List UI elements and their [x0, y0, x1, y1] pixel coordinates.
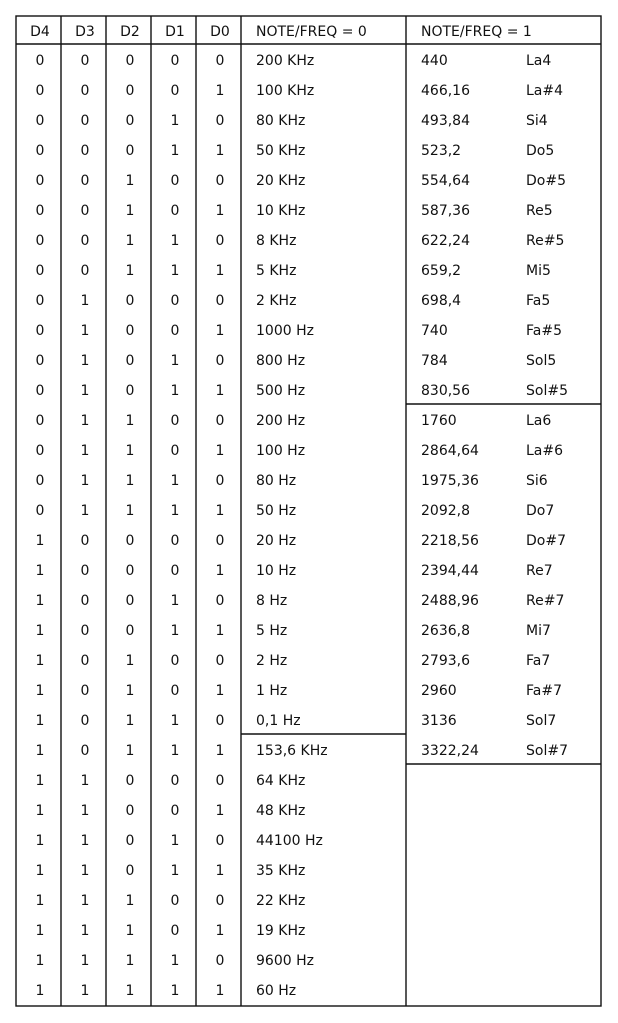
table-row: [36, 413, 552, 429]
cell-d4: 0: [35, 383, 45, 399]
cell-d3: 0: [80, 563, 90, 579]
table-row: [36, 83, 564, 99]
table-row: [36, 503, 555, 519]
cell-d1: 0: [170, 413, 180, 429]
cell-d4: 0: [35, 443, 45, 459]
cell-freq1: 698,4: [421, 293, 462, 309]
cell-freq0: 50 Hz: [256, 503, 297, 519]
cell-d4: 1: [35, 953, 45, 969]
table-row: [36, 983, 297, 999]
cell-d1: 1: [170, 743, 180, 759]
cell-d3: 0: [80, 233, 90, 249]
cell-d4: 0: [35, 323, 45, 339]
cell-freq1: 659,2: [421, 263, 462, 279]
table-row: [36, 383, 568, 399]
table-row: [36, 473, 548, 489]
cell-d2: 1: [125, 413, 135, 429]
cell-freq1: 440: [421, 53, 448, 69]
table-row: [36, 683, 562, 699]
cell-d2: 0: [125, 53, 135, 69]
table-row: [36, 113, 548, 129]
cell-freq0: 1 Hz: [256, 683, 288, 699]
cell-d3: 1: [80, 383, 90, 399]
cell-freq0: 20 KHz: [256, 173, 306, 189]
cell-d2: 0: [125, 113, 135, 129]
table-row: [36, 323, 562, 339]
table-row: [36, 533, 566, 549]
cell-d0: 0: [215, 713, 225, 729]
cell-d1: 1: [170, 143, 180, 159]
cell-d3: 1: [80, 983, 90, 999]
cell-d2: 1: [125, 233, 135, 249]
cell-freq0: 100 Hz: [256, 443, 306, 459]
cell-d1: 1: [170, 353, 180, 369]
cell-d1: 1: [170, 983, 180, 999]
cell-d3: 0: [80, 173, 90, 189]
cell-d2: 1: [125, 173, 135, 189]
cell-d2: 0: [125, 803, 135, 819]
cell-d2: 0: [125, 353, 135, 369]
cell-d0: 1: [215, 683, 225, 699]
cell-freq0: 44100 Hz: [256, 833, 323, 849]
cell-d3: 0: [80, 743, 90, 759]
cell-freq1: 493,84: [421, 113, 470, 129]
cell-freq0: 800 Hz: [256, 353, 306, 369]
cell-note: Mi5: [526, 263, 551, 279]
cell-d4: 1: [35, 653, 45, 669]
cell-d4: 0: [35, 503, 45, 519]
cell-d2: 0: [125, 83, 135, 99]
cell-d1: 1: [170, 593, 180, 609]
cell-freq0: 64 KHz: [256, 773, 306, 789]
cell-freq0: 10 KHz: [256, 203, 306, 219]
cell-d1: 0: [170, 323, 180, 339]
cell-d3: 1: [80, 893, 90, 909]
cell-d4: 1: [35, 743, 45, 759]
cell-freq0: 2 Hz: [256, 653, 288, 669]
cell-d2: 1: [125, 263, 135, 279]
cell-note: Sol#7: [526, 743, 568, 759]
cell-d2: 1: [125, 953, 135, 969]
cell-freq0: 8 KHz: [256, 233, 297, 249]
cell-freq0: 5 Hz: [256, 623, 288, 639]
cell-d2: 1: [125, 893, 135, 909]
cell-d2: 1: [125, 713, 135, 729]
cell-d3: 1: [80, 293, 90, 309]
cell-freq1: 2488,96: [421, 593, 479, 609]
cell-d0: 1: [215, 443, 225, 459]
cell-d1: 0: [170, 653, 180, 669]
cell-freq0: 200 Hz: [256, 413, 306, 429]
cell-freq0: 5 KHz: [256, 263, 297, 279]
cell-d3: 1: [80, 443, 90, 459]
cell-d0: 1: [215, 503, 225, 519]
cell-d0: 0: [215, 113, 225, 129]
cell-d2: 0: [125, 293, 135, 309]
cell-d4: 0: [35, 293, 45, 309]
cell-d4: 0: [35, 263, 45, 279]
cell-freq0: 153,6 KHz: [256, 743, 328, 759]
cell-d2: 1: [125, 473, 135, 489]
cell-d1: 1: [170, 233, 180, 249]
cell-d0: 0: [215, 773, 225, 789]
cell-freq1: 523,2: [421, 143, 462, 159]
cell-d1: 1: [170, 113, 180, 129]
table-row: [36, 653, 551, 669]
cell-d0: 0: [215, 653, 225, 669]
table-row: [36, 623, 551, 639]
cell-d3: 0: [80, 653, 90, 669]
table-row: [36, 743, 568, 759]
cell-note: Do#5: [526, 173, 566, 189]
header-d4: D4: [30, 24, 50, 40]
cell-d1: 0: [170, 173, 180, 189]
table-row: [36, 353, 557, 369]
cell-freq0: 0,1 Hz: [256, 713, 301, 729]
cell-freq1: 740: [421, 323, 448, 339]
cell-d4: 0: [35, 473, 45, 489]
cell-d2: 0: [125, 773, 135, 789]
cell-d1: 1: [170, 953, 180, 969]
cell-d0: 1: [215, 203, 225, 219]
cell-note: Do5: [526, 143, 555, 159]
cell-freq1: 830,56: [421, 383, 470, 399]
table-row: [36, 203, 553, 219]
cell-freq1: 2092,8: [421, 503, 470, 519]
cell-freq1: 587,36: [421, 203, 470, 219]
cell-d0: 1: [215, 563, 225, 579]
table-row: [36, 443, 564, 459]
cell-d1: 0: [170, 443, 180, 459]
cell-note: Si4: [526, 113, 548, 129]
cell-d2: 0: [125, 143, 135, 159]
cell-d1: 0: [170, 293, 180, 309]
cell-freq0: 2 KHz: [256, 293, 297, 309]
cell-d1: 1: [170, 263, 180, 279]
cell-note: Si6: [526, 473, 548, 489]
cell-d2: 0: [125, 563, 135, 579]
cell-d4: 0: [35, 413, 45, 429]
cell-freq1: 2636,8: [421, 623, 470, 639]
cell-freq0: 20 Hz: [256, 533, 297, 549]
cell-freq0: 9600 Hz: [256, 953, 314, 969]
cell-freq1: 554,64: [421, 173, 470, 189]
cell-d0: 1: [215, 323, 225, 339]
cell-freq0: 100 KHz: [256, 83, 315, 99]
cell-d4: 1: [35, 923, 45, 939]
cell-d3: 0: [80, 113, 90, 129]
cell-d4: 0: [35, 233, 45, 249]
cell-d4: 1: [35, 773, 45, 789]
cell-freq0: 60 Hz: [256, 983, 297, 999]
header-d1: D1: [165, 24, 185, 40]
cell-note: La#6: [526, 443, 564, 459]
cell-d4: 1: [35, 833, 45, 849]
cell-note: Re#7: [526, 593, 565, 609]
cell-d4: 0: [35, 53, 45, 69]
cell-d0: 0: [215, 953, 225, 969]
cell-d2: 1: [125, 683, 135, 699]
cell-d2: 1: [125, 503, 135, 519]
cell-note: Mi7: [526, 623, 551, 639]
cell-freq1: 2960: [421, 683, 457, 699]
cell-note: Fa7: [526, 653, 551, 669]
cell-d4: 0: [35, 353, 45, 369]
cell-d2: 0: [125, 323, 135, 339]
cell-d0: 0: [215, 53, 225, 69]
cell-freq0: 48 KHz: [256, 803, 306, 819]
cell-d2: 1: [125, 203, 135, 219]
cell-d2: 0: [125, 593, 135, 609]
cell-d3: 0: [80, 143, 90, 159]
header-d0: D0: [210, 24, 230, 40]
cell-d1: 0: [170, 803, 180, 819]
table-row: [36, 923, 306, 939]
cell-note: Re5: [526, 203, 553, 219]
cell-d3: 1: [80, 833, 90, 849]
cell-d1: 0: [170, 773, 180, 789]
cell-d0: 1: [215, 803, 225, 819]
table-row: [36, 293, 551, 309]
cell-freq0: 80 KHz: [256, 113, 306, 129]
cell-d2: 1: [125, 923, 135, 939]
table-row: [36, 833, 323, 849]
cell-d3: 0: [80, 683, 90, 699]
cell-d3: 0: [80, 53, 90, 69]
cell-d1: 0: [170, 83, 180, 99]
table-row: [36, 593, 565, 609]
cell-freq0: 80 Hz: [256, 473, 297, 489]
cell-freq1: 1975,36: [421, 473, 479, 489]
cell-freq1: 466,16: [421, 83, 470, 99]
cell-note: Fa5: [526, 293, 551, 309]
cell-freq1: 2218,56: [421, 533, 479, 549]
cell-note: La#4: [526, 83, 564, 99]
cell-d0: 0: [215, 293, 225, 309]
cell-d4: 1: [35, 593, 45, 609]
cell-d4: 1: [35, 533, 45, 549]
cell-d1: 1: [170, 473, 180, 489]
cell-freq1: 3322,24: [421, 743, 479, 759]
cell-d0: 0: [215, 833, 225, 849]
table-row: [36, 893, 306, 909]
cell-freq0: 200 KHz: [256, 53, 315, 69]
cell-note: Do7: [526, 503, 555, 519]
table-row: [36, 713, 557, 729]
cell-note: Sol#5: [526, 383, 568, 399]
cell-d1: 0: [170, 203, 180, 219]
cell-d3: 1: [80, 803, 90, 819]
cell-d4: 1: [35, 893, 45, 909]
cell-freq0: 10 Hz: [256, 563, 297, 579]
cell-d2: 1: [125, 983, 135, 999]
cell-d3: 0: [80, 713, 90, 729]
cell-d0: 0: [215, 173, 225, 189]
cell-d4: 1: [35, 863, 45, 879]
cell-d3: 1: [80, 773, 90, 789]
cell-d3: 1: [80, 503, 90, 519]
header-note-freq-1: NOTE/FREQ = 1: [421, 24, 532, 40]
cell-d2: 1: [125, 653, 135, 669]
table-row: [36, 803, 306, 819]
cell-d2: 0: [125, 863, 135, 879]
cell-d1: 0: [170, 683, 180, 699]
cell-d3: 1: [80, 323, 90, 339]
table-grid: [16, 16, 601, 1006]
cell-d3: 1: [80, 863, 90, 879]
cell-d1: 0: [170, 923, 180, 939]
cell-d3: 0: [80, 593, 90, 609]
cell-freq1: 2864,64: [421, 443, 479, 459]
cell-d1: 1: [170, 713, 180, 729]
cell-d3: 0: [80, 83, 90, 99]
cell-d3: 0: [80, 263, 90, 279]
cell-d0: 1: [215, 623, 225, 639]
cell-d2: 0: [125, 833, 135, 849]
cell-note: Fa#7: [526, 683, 562, 699]
table-row: [36, 173, 566, 189]
header-d3: D3: [75, 24, 95, 40]
cell-d0: 1: [215, 983, 225, 999]
cell-note: Sol5: [526, 353, 557, 369]
cell-d4: 1: [35, 563, 45, 579]
cell-d0: 0: [215, 473, 225, 489]
header-note-freq-0: NOTE/FREQ = 0: [256, 24, 367, 40]
cell-freq1: 2394,44: [421, 563, 479, 579]
cell-d1: 1: [170, 383, 180, 399]
table-body: [36, 53, 568, 999]
cell-freq0: 22 KHz: [256, 893, 306, 909]
cell-note: La4: [526, 53, 552, 69]
header-d2: D2: [120, 24, 140, 40]
table-row: [36, 233, 565, 249]
table-row: [36, 53, 552, 69]
cell-d3: 0: [80, 533, 90, 549]
cell-freq0: 500 Hz: [256, 383, 306, 399]
table-row: [36, 953, 314, 969]
table-row: [36, 263, 551, 279]
cell-d1: 0: [170, 563, 180, 579]
cell-d0: 1: [215, 263, 225, 279]
cell-d2: 0: [125, 533, 135, 549]
cell-note: Re7: [526, 563, 553, 579]
table-row: [36, 773, 306, 789]
cell-d4: 1: [35, 983, 45, 999]
cell-d3: 0: [80, 623, 90, 639]
table-border: [16, 16, 601, 1006]
cell-note: Re#5: [526, 233, 565, 249]
cell-d3: 1: [80, 413, 90, 429]
cell-freq0: 1000 Hz: [256, 323, 314, 339]
cell-d1: 0: [170, 893, 180, 909]
cell-d0: 1: [215, 83, 225, 99]
cell-d1: 0: [170, 533, 180, 549]
cell-d1: 1: [170, 623, 180, 639]
cell-d0: 1: [215, 743, 225, 759]
cell-d4: 0: [35, 203, 45, 219]
cell-freq0: 50 KHz: [256, 143, 306, 159]
cell-d0: 0: [215, 533, 225, 549]
cell-d0: 0: [215, 353, 225, 369]
cell-freq0: 35 KHz: [256, 863, 306, 879]
cell-freq1: 1760: [421, 413, 457, 429]
cell-d0: 1: [215, 863, 225, 879]
cell-d1: 1: [170, 503, 180, 519]
cell-d4: 1: [35, 683, 45, 699]
cell-d2: 0: [125, 623, 135, 639]
cell-d1: 0: [170, 53, 180, 69]
table-row: [36, 863, 306, 879]
cell-d3: 1: [80, 953, 90, 969]
cell-d0: 0: [215, 413, 225, 429]
cell-d0: 1: [215, 143, 225, 159]
cell-d2: 0: [125, 383, 135, 399]
cell-d0: 0: [215, 233, 225, 249]
cell-note: La6: [526, 413, 552, 429]
cell-d3: 1: [80, 923, 90, 939]
cell-freq1: 3136: [421, 713, 457, 729]
cell-d4: 1: [35, 713, 45, 729]
cell-d0: 1: [215, 923, 225, 939]
cell-note: Do#7: [526, 533, 566, 549]
cell-d0: 0: [215, 593, 225, 609]
cell-d3: 1: [80, 353, 90, 369]
cell-freq0: 19 KHz: [256, 923, 306, 939]
cell-d4: 0: [35, 83, 45, 99]
cell-d0: 1: [215, 383, 225, 399]
cell-note: Fa#5: [526, 323, 562, 339]
cell-d3: 0: [80, 203, 90, 219]
cell-d4: 1: [35, 803, 45, 819]
cell-d4: 0: [35, 143, 45, 159]
cell-d2: 1: [125, 743, 135, 759]
cell-freq1: 784: [421, 353, 448, 369]
table-row: [36, 563, 553, 579]
cell-d0: 0: [215, 893, 225, 909]
cell-d3: 1: [80, 473, 90, 489]
cell-freq1: 622,24: [421, 233, 470, 249]
cell-freq1: 2793,6: [421, 653, 470, 669]
cell-freq0: 8 Hz: [256, 593, 288, 609]
cell-d4: 1: [35, 623, 45, 639]
cell-d1: 1: [170, 833, 180, 849]
cell-d4: 0: [35, 173, 45, 189]
cell-d2: 1: [125, 443, 135, 459]
table-row: [36, 143, 555, 159]
cell-note: Sol7: [526, 713, 557, 729]
cell-d4: 0: [35, 113, 45, 129]
cell-d1: 1: [170, 863, 180, 879]
